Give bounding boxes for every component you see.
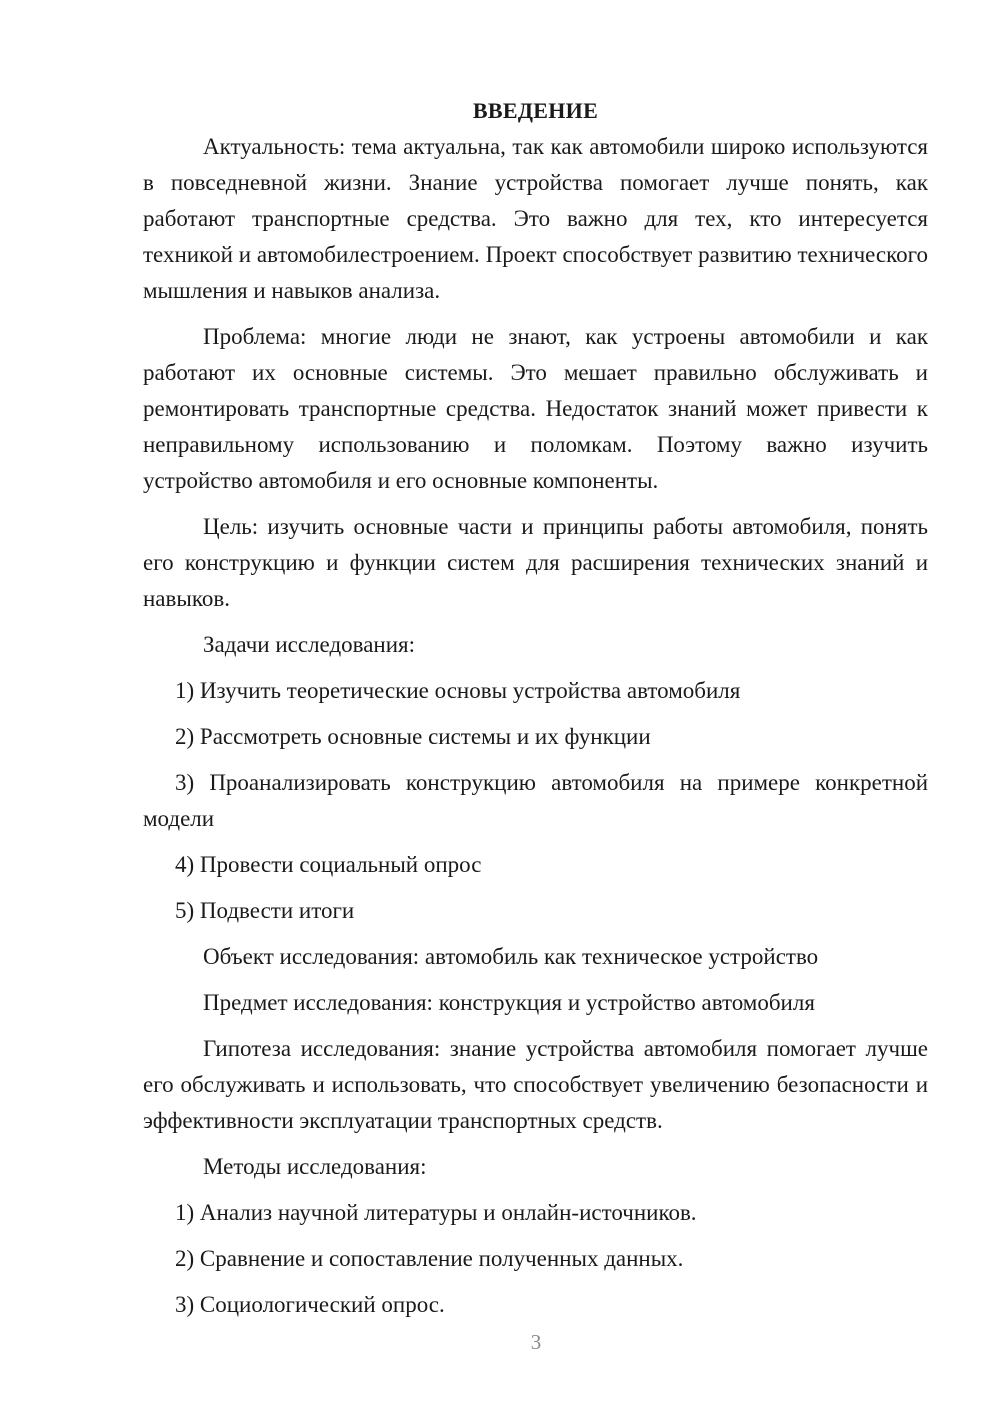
task-item: 2) Рассмотреть основные системы и их функции xyxy=(175,724,651,749)
task-item: 4) Провести социальный опрос xyxy=(175,852,482,877)
relevance-paragraph: Актуальность: тема актуальна, так как автомобили широко используются в повседневной жизни. Знание устройства помогает лучше понять, как работают транспортные средства. Это важно для тех, кто интересуется техникой и автомобилестроением. Проект способствует развитию технического мышления и навыков анализа. xyxy=(143,134,928,303)
methods-heading: Методы исследования: xyxy=(203,1154,427,1179)
object-line: Объект исследования: автомобиль как техническое устройство xyxy=(203,944,819,969)
task-item: 1) Изучить теоретические основы устройства автомобиля xyxy=(175,678,741,703)
goal-paragraph: Цель: изучить основные части и принципы работы автомобиля, понять его конструкцию и функции систем для расширения технических знаний и навыков. xyxy=(143,514,928,611)
hypothesis-paragraph: Гипотеза исследования: знание устройства автомобиля помогает лучше его обслуживать и использовать, что способствует увеличению безопасности и эффективности эксплуатации транспортных средств. xyxy=(143,1036,928,1133)
method-item: 3) Социологический опрос. xyxy=(175,1292,445,1317)
subject-line: Предмет исследования: конструкция и устройство автомобиля xyxy=(203,990,815,1015)
task-item: 5) Подвести итоги xyxy=(175,898,355,923)
method-item: 2) Сравнение и сопоставление полученных данных. xyxy=(175,1246,684,1271)
section-heading: ВВЕДЕНИЕ xyxy=(472,98,599,123)
problem-paragraph: Проблема: многие люди не знают, как устроены автомобили и как работают их основные системы. Это мешает правильно обслуживать и ремонтировать транспортные средства. Недостаток знаний может привести к неправильному использованию и поломкам. Поэтому важно изучить устройство автомобиля и его основные компоненты. xyxy=(143,324,928,493)
tasks-heading: Задачи исследования: xyxy=(203,632,416,657)
task-item: 3) Проанализировать конструкцию автомобиля на примере конкретной модели xyxy=(143,770,928,831)
page-content xyxy=(143,93,928,1333)
method-item: 1) Анализ научной литературы и онлайн-источников. xyxy=(175,1200,697,1225)
page-number: 3 xyxy=(530,1330,542,1354)
